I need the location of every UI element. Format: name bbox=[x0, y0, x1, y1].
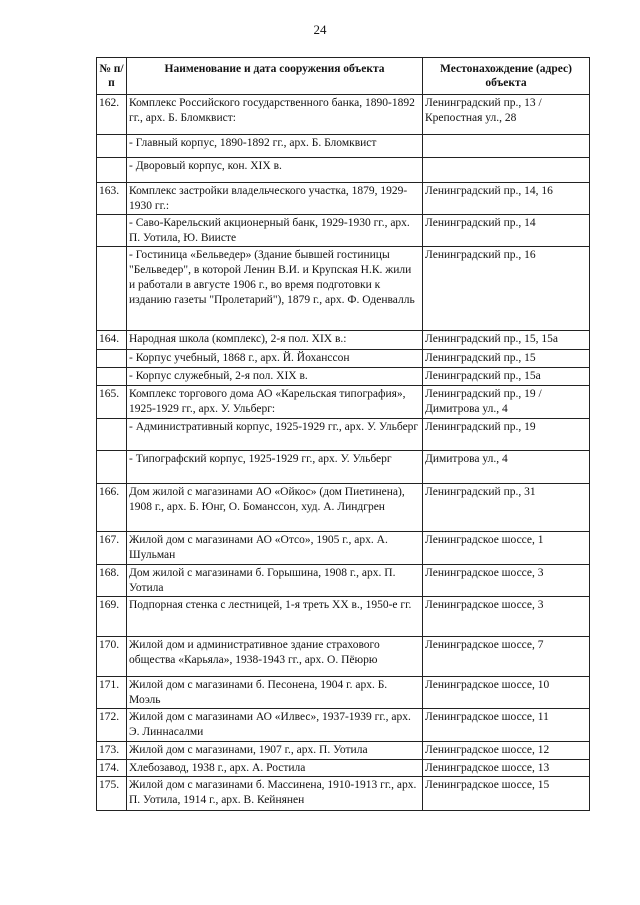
table-body bbox=[97, 95, 590, 811]
row-number-cell bbox=[97, 419, 127, 451]
row-number-cell: 175. bbox=[97, 777, 127, 811]
table-row bbox=[97, 677, 590, 709]
object-address-cell: Ленинградский пр., 13 / Крепостная ул., 28 bbox=[423, 95, 590, 135]
object-address-cell: Ленинградский пр., 14 bbox=[423, 215, 590, 247]
row-number-cell bbox=[97, 135, 127, 158]
row-number-cell: 162. bbox=[97, 95, 127, 135]
object-address-cell: Ленинградское шоссе, 13 bbox=[423, 760, 590, 777]
table-row bbox=[97, 158, 590, 183]
object-address-cell: Ленинградский пр., 15, 15а bbox=[423, 331, 590, 350]
row-number-cell bbox=[97, 350, 127, 368]
table-row bbox=[97, 135, 590, 158]
table-row bbox=[97, 331, 590, 350]
object-address-cell: Ленинградский пр., 31 bbox=[423, 484, 590, 532]
row-number-cell: 173. bbox=[97, 742, 127, 760]
object-address-cell: Ленинградское шоссе, 11 bbox=[423, 709, 590, 742]
row-number-cell bbox=[97, 368, 127, 386]
object-name-cell: - Корпус учебный, 1868 г., арх. Й. Йоханссон bbox=[127, 350, 423, 368]
table-row bbox=[97, 419, 590, 451]
object-address-cell: Ленинградское шоссе, 1 bbox=[423, 532, 590, 565]
table-header-row bbox=[97, 58, 590, 95]
object-name-cell: Хлебозавод, 1938 г., арх. А. Ростила bbox=[127, 760, 423, 777]
table-row bbox=[97, 742, 590, 760]
table-row bbox=[97, 247, 590, 331]
object-address-cell: Ленинградский пр., 15 bbox=[423, 350, 590, 368]
row-number-cell bbox=[97, 215, 127, 247]
object-name-cell: - Гостиница «Бельведер» (Здание бывшей гостиницы "Бельведер", в которой Ленин В.И. и Крупская Н.К. жили и работали в августе 1906 г., во время подготовки к изданию газеты "Пролетарий"), 1879 г., арх. Ф. Оденвалль bbox=[127, 247, 423, 331]
table-row bbox=[97, 565, 590, 597]
table-row bbox=[97, 760, 590, 777]
table-row bbox=[97, 386, 590, 419]
row-number-cell: 163. bbox=[97, 183, 127, 215]
row-number-cell: 167. bbox=[97, 532, 127, 565]
object-address-cell: Димитрова ул., 4 bbox=[423, 451, 590, 484]
row-number-cell: 169. bbox=[97, 597, 127, 637]
table-row bbox=[97, 597, 590, 637]
table-row bbox=[97, 215, 590, 247]
object-address-cell: Ленинградский пр., 19 bbox=[423, 419, 590, 451]
object-address-cell: Ленинградский пр., 16 bbox=[423, 247, 590, 331]
object-address-cell: Ленинградское шоссе, 10 bbox=[423, 677, 590, 709]
object-name-cell: Дом жилой с магазинами АО «Ойкос» (дом Пиетинена), 1908 г., арх. Б. Юнг, О. Бомансcон, худ. А. Линдгрен bbox=[127, 484, 423, 532]
row-number-cell: 165. bbox=[97, 386, 127, 419]
table-row bbox=[97, 777, 590, 811]
row-number-cell bbox=[97, 247, 127, 331]
row-number-cell: 166. bbox=[97, 484, 127, 532]
header-address: Местонахождение (адрес) объекта bbox=[423, 58, 590, 95]
table-row bbox=[97, 637, 590, 677]
object-name-cell: Жилой дом и административное здание страхового общества «Карьяла», 1938-1943 гг., арх. О. Пёюрю bbox=[127, 637, 423, 677]
table-row bbox=[97, 95, 590, 135]
object-address-cell bbox=[423, 135, 590, 158]
table-row bbox=[97, 451, 590, 484]
table-row bbox=[97, 368, 590, 386]
object-name-cell: Народная школа (комплекс), 2-я пол. XIX в.: bbox=[127, 331, 423, 350]
row-number-cell bbox=[97, 451, 127, 484]
object-name-cell: - Дворовый корпус, кон. XIX в. bbox=[127, 158, 423, 183]
object-address-cell: Ленинградское шоссе, 12 bbox=[423, 742, 590, 760]
object-name-cell: Жилой дом с магазинами АО «Илвес», 1937-1939 гг., арх. Э. Линнасалми bbox=[127, 709, 423, 742]
table-row bbox=[97, 709, 590, 742]
row-number-cell: 168. bbox=[97, 565, 127, 597]
object-name-cell: Комплекс торгового дома АО «Карельская типография», 1925-1929 гг., арх. У. Ульберг: bbox=[127, 386, 423, 419]
object-name-cell: Комплекс застройки владельческого участка, 1879, 1929-1930 гг.: bbox=[127, 183, 423, 215]
object-address-cell: Ленинградский пр., 14, 16 bbox=[423, 183, 590, 215]
table-row bbox=[97, 350, 590, 368]
object-address-cell: Ленинградский пр., 19 / Димитрова ул., 4 bbox=[423, 386, 590, 419]
object-name-cell: Комплекс Российского государственного банка, 1890-1892 гг., арх. Б. Бломквист: bbox=[127, 95, 423, 135]
row-number-cell: 170. bbox=[97, 637, 127, 677]
table-row bbox=[97, 532, 590, 565]
object-name-cell: - Главный корпус, 1890-1892 гг., арх. Б. Бломквист bbox=[127, 135, 423, 158]
row-number-cell: 174. bbox=[97, 760, 127, 777]
header-number: № п/п bbox=[97, 58, 127, 95]
object-name-cell: Дом жилой с магазинами б. Горышина, 1908 г., арх. П. Уотила bbox=[127, 565, 423, 597]
object-address-cell bbox=[423, 158, 590, 183]
object-name-cell: - Административный корпус, 1925-1929 гг., арх. У. Ульберг bbox=[127, 419, 423, 451]
object-name-cell: Жилой дом с магазинами б. Песонена, 1904 г. арх. Б. Моэль bbox=[127, 677, 423, 709]
table-row bbox=[97, 484, 590, 532]
object-address-cell: Ленинградское шоссе, 3 bbox=[423, 565, 590, 597]
object-name-cell: Жилой дом с магазинами АО «Отсо», 1905 г., арх. А. Шульман bbox=[127, 532, 423, 565]
page-number: 24 bbox=[313, 22, 327, 37]
object-address-cell: Ленинградский пр., 15а bbox=[423, 368, 590, 386]
object-address-cell: Ленинградское шоссе, 15 bbox=[423, 777, 590, 811]
row-number-cell: 171. bbox=[97, 677, 127, 709]
table-row bbox=[97, 183, 590, 215]
object-name-cell: - Типографский корпус, 1925-1929 гг., арх. У. Ульберг bbox=[127, 451, 423, 484]
object-address-cell: Ленинградское шоссе, 7 bbox=[423, 637, 590, 677]
object-name-cell: Жилой дом с магазинами, 1907 г., арх. П. Уотила bbox=[127, 742, 423, 760]
row-number-cell bbox=[97, 158, 127, 183]
row-number-cell: 172. bbox=[97, 709, 127, 742]
object-address-cell: Ленинградское шоссе, 3 bbox=[423, 597, 590, 637]
row-number-cell: 164. bbox=[97, 331, 127, 350]
header-name: Наименование и дата сооружения объекта bbox=[127, 58, 423, 95]
heritage-objects-table bbox=[96, 57, 590, 811]
object-name-cell: Подпорная стенка с лестницей, 1-я треть XX в., 1950-е гг. bbox=[127, 597, 423, 637]
object-name-cell: - Саво-Карельский акционерный банк, 1929-1930 гг., арх. П. Уотила, Ю. Виисте bbox=[127, 215, 423, 247]
object-name-cell: Жилой дом с магазинами б. Массинена, 1910-1913 гг., арх. П. Уотила, 1914 г., арх. В. Кейнянен bbox=[127, 777, 423, 811]
object-name-cell: - Корпус служебный, 2-я пол. XIX в. bbox=[127, 368, 423, 386]
